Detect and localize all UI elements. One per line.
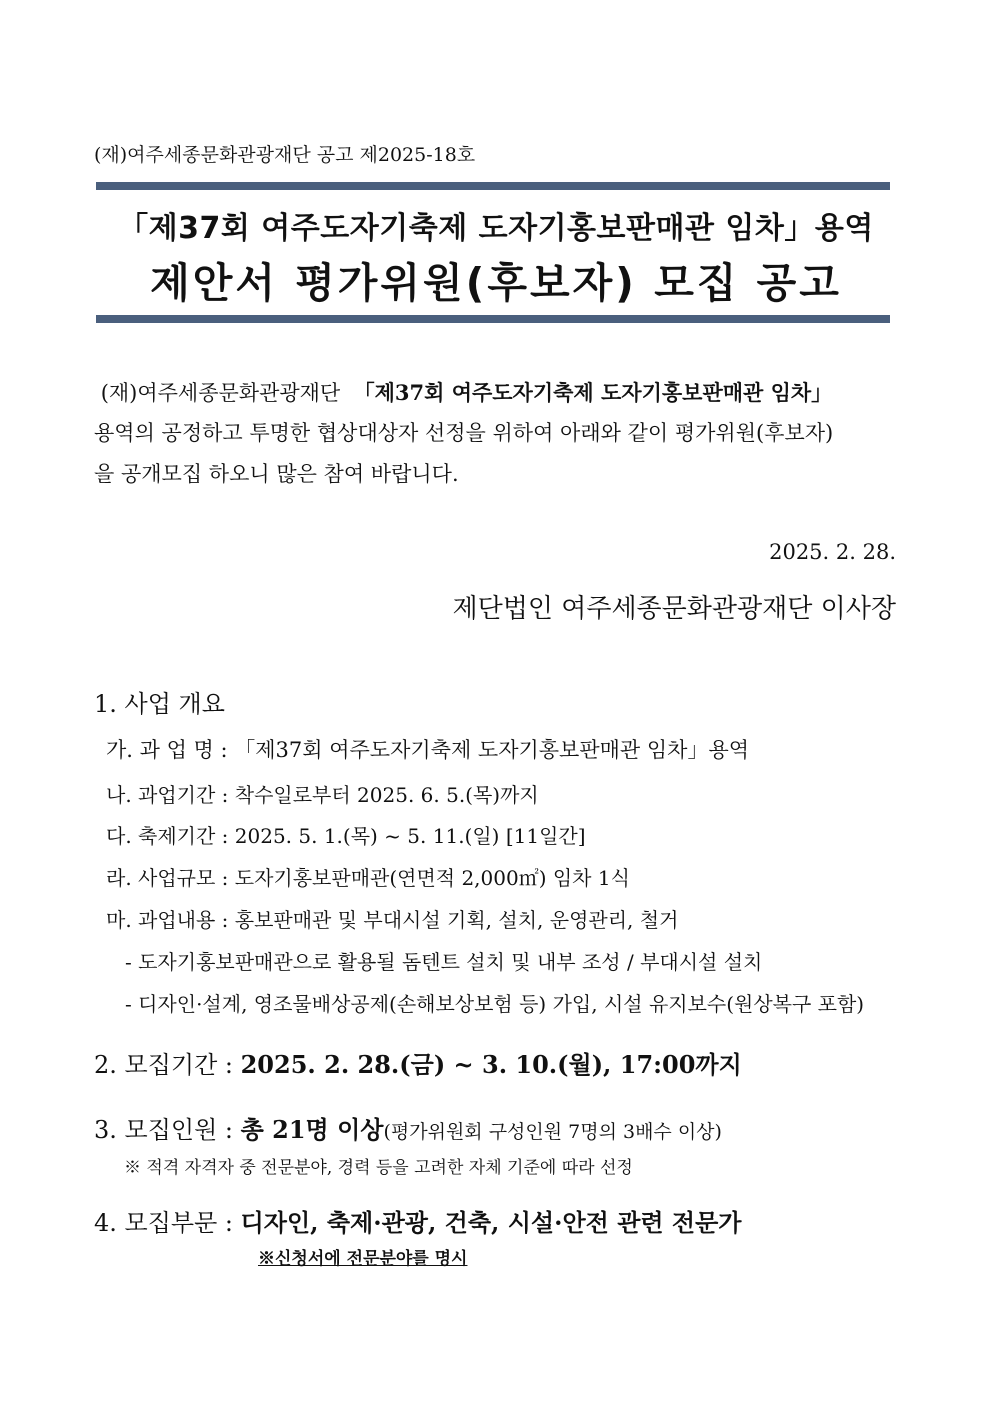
section-1-item-ra: 라. 사업규모 : 도자기홍보판매관(연면적 2,000㎡) 임차 1식: [106, 866, 630, 890]
section-1-item-da: 다. 축제기간 : 2025. 5. 1.(목) ~ 5. 11.(일) [11일간]: [106, 824, 586, 848]
section-1-heading: 1. 사업 개요: [94, 690, 225, 718]
intro-line-2: 용역의 공정하고 투명한 협상대상자 선정을 위하여 아래와 같이 평가위원(후보자): [94, 421, 834, 445]
section-4: [94, 1203, 741, 1238]
title-line-1: 「제37회 여주도자기축제 도자기홍보판매관 임차」용역: [118, 211, 874, 246]
section-3-label: 3. 모집인원 :: [94, 1116, 241, 1144]
section-3: [94, 1110, 722, 1145]
section-1-item-ma: 마. 과업내용 : 홍보판매관 및 부대시설 기획, 설치, 운영관리, 철거: [106, 908, 679, 932]
section-1-item-ga: 가. 과 업 명 : 「제37회 여주도자기축제 도자기홍보판매관 임차」용역: [106, 738, 750, 762]
section-4-value: 디자인, 축제·관광, 건축, 시설·안전 관련 전문가: [240, 1208, 742, 1237]
section-4-label: 4. 모집부문 :: [94, 1209, 241, 1237]
section-3-note: ※ 적격 자격자 중 전문분야, 경력 등을 고려한 자체 기준에 따라 선정: [124, 1158, 633, 1178]
section-2: [94, 1045, 742, 1080]
title-line-2: 제안서 평가위원(후보자) 모집 공고: [150, 259, 842, 307]
section-3-value: 총 21명 이상: [240, 1115, 384, 1144]
notice-date: 2025. 2. 28.: [769, 540, 896, 564]
intro-project-name: 「제37회 여주도자기축제 도자기홍보판매관 임차」: [353, 380, 833, 405]
intro-prefix: (재)여주세종문화관광재단: [100, 381, 347, 405]
notice-number: (재)여주세종문화관광재단 공고 제2025-18호: [94, 144, 476, 166]
section-4-note: ※신청서에 전문분야를 명시: [258, 1249, 468, 1269]
section-3-detail: (평가위원회 구성인원 7명의 3배수 이상): [383, 1121, 722, 1143]
section-1-sub-item-2: - 디자인·설계, 영조물배상공제(손해보상보험 등) 가입, 시설 유지보수(원상복구 포함): [125, 992, 865, 1016]
section-1-item-na: 나. 과업기간 : 착수일로부터 2025. 6. 5.(목)까지: [106, 783, 539, 807]
issuer-name: 제단법인 여주세종문화관광재단 이사장: [452, 594, 896, 624]
intro-line-3: 을 공개모집 하오니 많은 참여 바랍니다.: [94, 462, 459, 486]
title-bottom-rule: [96, 315, 890, 323]
title-top-rule: [96, 182, 890, 190]
section-2-label: 2. 모집기간 :: [94, 1051, 241, 1079]
section-2-value: 2025. 2. 28.(금) ~ 3. 10.(월), 17:00까지: [240, 1050, 742, 1079]
intro-line-1: [94, 377, 894, 407]
section-1-sub-item-1: - 도자기홍보판매관으로 활용될 돔텐트 설치 및 내부 조성 / 부대시설 설치: [125, 950, 763, 974]
